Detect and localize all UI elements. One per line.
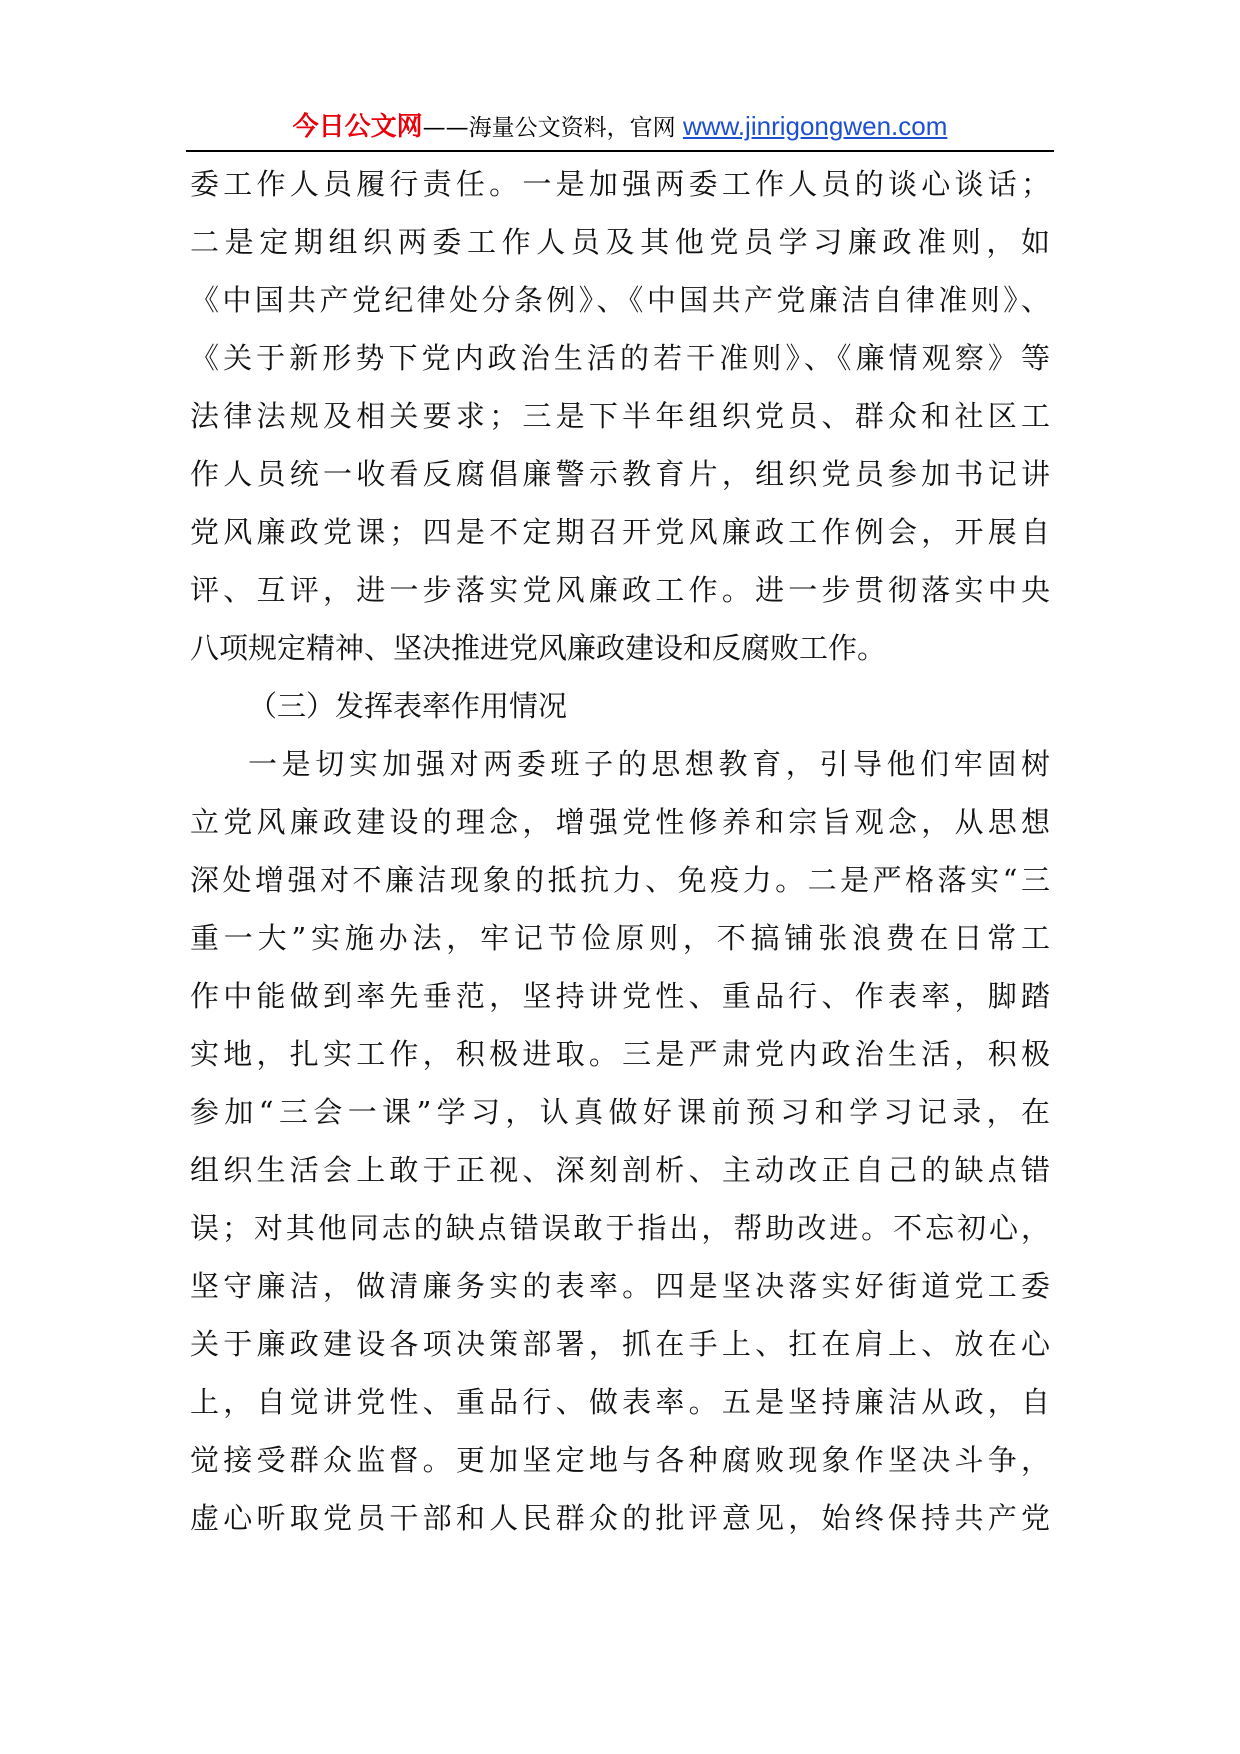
paragraph-line: 作中能做到率先垂范，坚持讲党性、重品行、作表率，脚踏	[190, 979, 1050, 1013]
paragraph-line: 虚心听取党员干部和人民群众的批评意见，始终保持共产党	[190, 1501, 1050, 1535]
site-name: 今日公文网	[292, 112, 423, 142]
header-divider	[186, 150, 1054, 152]
paragraph-line: 八项规定精神、坚决推进党风廉政建设和反腐败工作。	[190, 631, 887, 665]
paragraph-line: 关于廉政建设各项决策部署，抓在手上、扛在肩上、放在心	[190, 1327, 1050, 1361]
page-header	[186, 108, 1054, 144]
paragraph-line: 党风廉政党课；四是不定期召开党风廉政工作例会，开展自	[190, 515, 1050, 549]
header-tagline: ——海量公文资料，官网	[422, 115, 683, 141]
paragraph-line: 《关于新形势下党内政治生活的若干准则》、《廉情观察》等	[190, 341, 1050, 375]
paragraph-line: 实地，扎实工作，积极进取。三是严肃党内政治生活，积极	[190, 1037, 1050, 1071]
website-link[interactable]: www.jinrigongwen.com	[682, 111, 948, 141]
paragraph-line: 评、互评，进一步落实党风廉政工作。进一步贯彻落实中央	[190, 573, 1050, 607]
document-body	[190, 155, 1050, 1547]
paragraph-line: 坚守廉洁，做清廉务实的表率。四是坚决落实好街道党工委	[190, 1269, 1050, 1303]
paragraph-line: 法律法规及相关要求；三是下半年组织党员、群众和社区工	[190, 399, 1050, 433]
paragraph-line: 误；对其他同志的缺点错误敢于指出，帮助改进。不忘初心，	[190, 1211, 1050, 1245]
paragraph-line: 作人员统一收看反腐倡廉警示教育片，组织党员参加书记讲	[190, 457, 1050, 491]
paragraph-line: 深处增强对不廉洁现象的抵抗力、免疫力。二是严格落实“三	[190, 863, 1050, 897]
paragraph-line: 重一大”实施办法，牢记节俭原则，不搞铺张浪费在日常工	[190, 921, 1050, 955]
paragraph-line: 委工作人员履行责任。一是加强两委工作人员的谈心谈话；	[190, 167, 1050, 201]
paragraph-line: 一是切实加强对两委班子的思想教育，引导他们牢固树	[248, 747, 1050, 781]
paragraph-line: 组织生活会上敢于正视、深刻剖析、主动改正自己的缺点错	[190, 1153, 1050, 1187]
section-heading: （三）发挥表率作用情况	[248, 689, 568, 723]
paragraph-line: 上，自觉讲党性、重品行、做表率。五是坚持廉洁从政，自	[190, 1385, 1050, 1419]
paragraph-line: 《中国共产党纪律处分条例》、《中国共产党廉洁自律准则》、	[190, 283, 1050, 317]
paragraph-line: 二是定期组织两委工作人员及其他党员学习廉政准则，如	[190, 225, 1050, 259]
paragraph-line: 立党风廉政建设的理念，增强党性修养和宗旨观念，从思想	[190, 805, 1050, 839]
paragraph-line: 觉接受群众监督。更加坚定地与各种腐败现象作坚决斗争，	[190, 1443, 1050, 1477]
paragraph-line: 参加“三会一课”学习，认真做好课前预习和学习记录，在	[190, 1095, 1050, 1129]
